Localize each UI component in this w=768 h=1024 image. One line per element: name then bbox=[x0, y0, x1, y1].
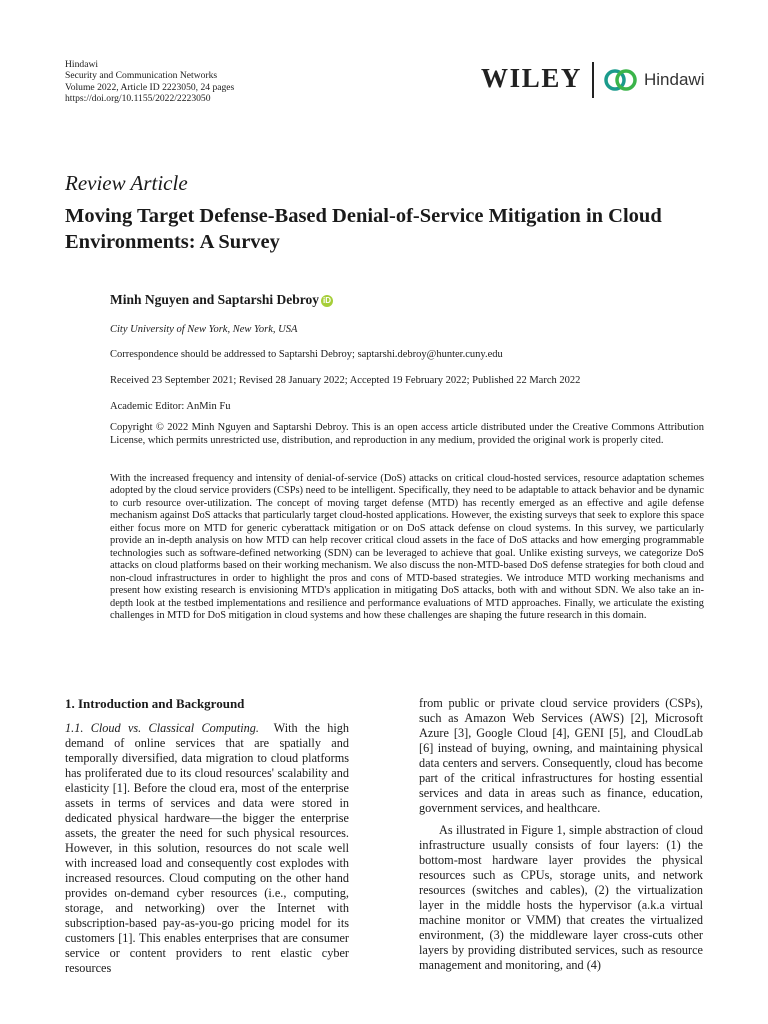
journal-name: Security and Communication Networks bbox=[65, 70, 218, 82]
right-paragraph-2: As illustrated in Figure 1, simple abstraction of cloud infrastructure usually consists of four layers: (1) the bottom-most hardware layer provides the physical resources such as CPUs, storage units, and network resources (switches and cables), (2) the virtualization layer in the middle hosts the hypervisor (a.k.a virtual machine monitor or VMM) that creates the virtualized environment, (3) the middleware layer cross-cuts other layers by providing distributed services, such as resource management and monitoring, and (4) bbox=[419, 823, 703, 972]
wiley-logo: WILEY bbox=[481, 63, 583, 93]
left-paragraph-text: With the high demand of online services that are spatially and temporally diversified, data migration to cloud platforms has proliferated due to its cloud resources' scalability and elasticity [1]. Before the cloud era, most of the enterprise assets in terms of services and data were stored in dedicated physical hardware—the bigger the enterprise assets, the greater the need for such physical resources. However, in this solution, resources do not scale well with increased load and consequently cost explodes with increased resources. Cloud computing on the other hand provides on-demand cyber resources (i.e., computing, storage, and networking) over the Internet with subscription-based pay-as-you-go pricing model for its customers [1]. This enables enterprises that are consumer service or content providers to rent elastic cyber resources bbox=[65, 721, 350, 975]
logo-divider bbox=[592, 62, 594, 98]
left-paragraph bbox=[65, 721, 349, 976]
abstract: With the increased frequency and intensity of denial-of-service (DoS) attacks on critical cloud-hosted services, resource adaptation schemes adopted by the cloud service providers (CSPs) need to be intelligent. Specifically, they need to be adaptable to attack behavior and be dynamic to curb resource over-utilization. The concept of moving target defense (MTD) has recently emerged as an effective and agile defense mechanism against DoS attacks that particularly target cloud-hosted applications. However, the existing surveys that seek to explore this space either focus more on MTD for generic cyberattack mitigation or on DoS attack defense on cloud systems. In this survey, we particularly provide an in-depth analysis on how MTD can help recover critical cloud assets in the face of DoS attacks and how emerging programmable technologies such as software-defined networking (SDN) can be leveraged to achieve that goal. Unlike existing surveys, we categorize DoS attacks on cloud platforms based on their working mechanism. We also discuss the non-MTD-based DoS defense strategies for both cloud and non-cloud infrastructures in order to highlight the pros and cons of MTD-based strategies. We introduce MTD working mechanisms and present how existing research is envisioning MTD's application in mitigating DoS attacks, both with and without SDN. We also take an in-depth look at the testbed implementations and resilience and performance evaluations of MTD approaches. Finally, we articulate the existing challenges in MTD for DoS mitigation in cloud systems and how these challenges are shaping the future research in this domain. bbox=[110, 473, 704, 621]
body-left-column bbox=[65, 696, 349, 976]
correspondence: Correspondence should be addressed to Saptarshi Debroy; saptarshi.debroy@hunter.cuny.edu bbox=[110, 349, 503, 360]
subsection-heading: 1.1. Cloud vs. Classical Computing. bbox=[65, 721, 259, 735]
affiliation: City University of New York, New York, USA bbox=[110, 324, 298, 335]
doi-link[interactable]: https://doi.org/10.1155/2022/2223050 bbox=[65, 93, 211, 105]
journal-meta bbox=[65, 59, 234, 105]
academic-editor: Academic Editor: AnMin Fu bbox=[110, 401, 231, 412]
orcid-icon[interactable]: iD bbox=[323, 296, 332, 305]
copyright-notice: Copyright © 2022 Minh Nguyen and Saptarshi Debroy. This is an open access article distributed under the Creative Commons Attribution License, which permits unrestricted use, distribution, and reproduction in any medium, provided the original work is properly cited. bbox=[110, 422, 704, 446]
hindawi-rings-icon bbox=[603, 67, 639, 98]
article-title: Moving Target Defense-Based Denial-of-Service Mitigation in Cloud Environments: A Survey bbox=[65, 205, 662, 253]
publisher-name: Hindawi bbox=[65, 59, 99, 70]
hindawi-logo-text: Hindawi bbox=[644, 70, 705, 89]
volume-line: Volume 2022, Article ID 2223050, 24 pages bbox=[65, 81, 235, 93]
publication-dates: Received 23 September 2021; Revised 28 January 2022; Accepted 19 February 2022; Published 22 March 2022 bbox=[110, 375, 581, 386]
article-type: Review Article bbox=[65, 171, 188, 195]
body-right-column bbox=[419, 696, 703, 973]
section-heading: 1. Introduction and Background bbox=[65, 696, 245, 711]
right-paragraph-1: from public or private cloud service providers (CSPs), such as Amazon Web Services (AWS) [2], Microsoft Azure [3], Google Cloud [4], GENI [5], and CloudLab [6] instead of buying, owning, and maintaining physical data centers and servers. Consequently, cloud has become part of the critical infrastructures for hosting essential services and data in areas such as finance, education, government services, and healthcare. bbox=[419, 696, 703, 815]
authors: Minh Nguyen and Saptarshi Debroy bbox=[110, 292, 320, 307]
author-line bbox=[110, 292, 333, 308]
